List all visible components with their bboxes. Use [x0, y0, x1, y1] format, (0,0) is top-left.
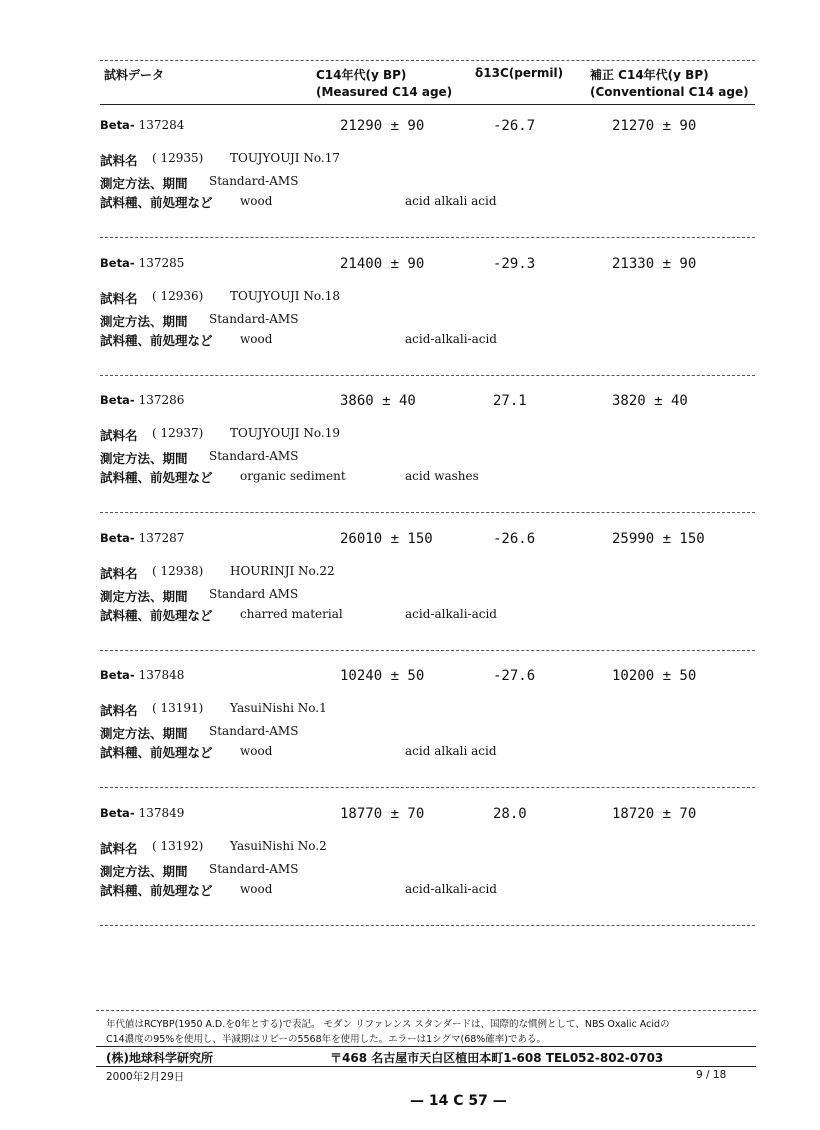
sample-name-value: HOURINJI No.22 [230, 563, 335, 578]
beta-code [100, 668, 184, 682]
method-label: 測定方法、期間 [100, 588, 188, 604]
method-value: Standard-AMS [209, 311, 299, 326]
header-delta13c: δ13C(permil) [475, 66, 564, 80]
beta-code [100, 256, 184, 270]
beta-number: 137284 [138, 118, 185, 132]
conventional-age: 25990 ± 150 [612, 530, 705, 547]
material-value: wood [240, 194, 273, 208]
method-label: 測定方法、期間 [100, 176, 188, 191]
record-separator [100, 787, 755, 788]
beta-code [100, 806, 184, 820]
sample-lab-number: ( 13191) [152, 701, 204, 716]
measured-age: 3860 ± 40 [340, 393, 416, 410]
footer-note-line2: C14濃度の95%を使用し、半減期はリビーの5568年を使用した。エラーは1シグマ(68%確率)である。 [106, 1034, 547, 1045]
delta13c-value: -26.6 [493, 530, 536, 547]
conventional-age: 21330 ± 90 [612, 255, 697, 272]
page-code: — 14 C 57 — [410, 1093, 507, 1109]
sample-name-label: 試料名 [100, 428, 138, 444]
method-value: Standard AMS [209, 586, 299, 601]
pretreatment-value: acid-alkali-acid [405, 882, 497, 896]
pretreatment-value: acid-alkali-acid [405, 606, 497, 621]
sample-name-value: TOUJYOUJI No.18 [230, 288, 340, 303]
beta-prefix: Beta- [100, 668, 135, 683]
record-separator [100, 375, 755, 376]
record-separator [100, 512, 755, 513]
measured-age: 18770 ± 70 [340, 806, 425, 822]
sample-lab-number: ( 12936) [152, 288, 204, 303]
material-label: 試料種、前処理など [100, 883, 213, 898]
delta13c-value: 27.1 [493, 393, 527, 410]
beta-number: 137286 [138, 393, 185, 408]
beta-number: 137285 [138, 255, 185, 270]
header-top-rule [100, 60, 755, 61]
sample-lab-number: ( 12938) [152, 563, 204, 578]
beta-number: 137287 [138, 530, 185, 545]
footer-mid-rule [96, 1046, 756, 1047]
beta-code [100, 393, 184, 407]
sample-lab-number: ( 12935) [152, 151, 204, 165]
footer-bottom-rule [96, 1066, 756, 1067]
sample-name-label: 試料名 [100, 703, 138, 719]
sample-name-label: 試料名 [100, 841, 138, 856]
sample-name-value: YasuiNishi No.2 [230, 839, 327, 853]
header-sample-data: 試料データ [104, 68, 165, 82]
sample-name-value: TOUJYOUJI No.19 [230, 426, 340, 441]
delta13c-value: -29.3 [493, 255, 536, 272]
delta13c-value: -27.6 [493, 668, 536, 685]
footer-top-rule [96, 1010, 756, 1011]
pretreatment-value: acid alkali acid [405, 194, 497, 208]
method-label: 測定方法、期間 [100, 451, 188, 467]
header-c14-age: C14年代(y BP) [316, 68, 407, 82]
conventional-age: 21270 ± 90 [612, 118, 697, 134]
material-value: charred material [240, 606, 343, 621]
conventional-age: 18720 ± 70 [612, 806, 697, 822]
method-value: Standard-AMS [209, 862, 299, 876]
sample-name-value: YasuiNishi No.1 [230, 701, 327, 716]
measured-age: 26010 ± 150 [340, 530, 433, 547]
material-value: wood [240, 882, 273, 896]
header-conventional-age-en: (Conventional C14 age) [590, 85, 749, 99]
measured-age: 21400 ± 90 [340, 255, 425, 272]
method-label: 測定方法、期間 [100, 726, 188, 742]
header-c14-age-en: (Measured C14 age) [316, 85, 453, 99]
footer-note-line1: 年代値はRCYBP(1950 A.D.を0年とする)で表記。 モダン リファレンス スタンダードは、国際的な慣例として、NBS Oxalic Acidの [106, 1019, 670, 1030]
material-value: wood [240, 744, 273, 759]
method-value: Standard-AMS [209, 174, 299, 188]
header-bottom-rule [100, 104, 755, 105]
beta-prefix: Beta- [100, 806, 135, 820]
record-separator [100, 650, 755, 651]
sample-name-label: 試料名 [100, 565, 138, 581]
material-label: 試料種、前処理など [100, 332, 213, 348]
pretreatment-value: acid alkali acid [405, 744, 497, 759]
material-value: wood [240, 331, 273, 346]
record-separator [100, 925, 755, 926]
beta-code [100, 118, 184, 132]
method-label: 測定方法、期間 [100, 864, 188, 879]
header-conventional-age: 補正 C14年代(y BP) [590, 68, 709, 82]
material-value: organic sediment [240, 469, 346, 484]
report-date: 2000年2月29日 [106, 1071, 185, 1083]
measured-age: 10240 ± 50 [340, 668, 425, 685]
sample-name-label: 試料名 [100, 290, 138, 306]
measured-age: 21290 ± 90 [340, 118, 425, 134]
delta13c-value: 28.0 [493, 806, 527, 822]
beta-number: 137849 [138, 806, 185, 820]
company-address: 〒468 名古屋市天白区植田本町1-608 TEL052-802-0703 [330, 1051, 664, 1065]
beta-prefix: Beta- [100, 118, 135, 132]
beta-prefix: Beta- [100, 255, 135, 270]
conventional-age: 10200 ± 50 [612, 668, 697, 685]
material-label: 試料種、前処理など [100, 470, 213, 486]
material-label: 試料種、前処理など [100, 745, 213, 761]
pretreatment-value: acid washes [405, 469, 479, 484]
sample-name-value: TOUJYOUJI No.17 [230, 151, 340, 165]
method-label: 測定方法、期間 [100, 313, 188, 329]
beta-prefix: Beta- [100, 393, 135, 408]
material-label: 試料種、前処理など [100, 195, 213, 210]
method-value: Standard-AMS [209, 449, 299, 464]
page-count: 9 / 18 [696, 1069, 727, 1081]
conventional-age: 3820 ± 40 [612, 393, 688, 410]
company-name: (株)地球科学研究所 [106, 1051, 213, 1065]
material-label: 試料種、前処理など [100, 607, 213, 623]
record-separator [100, 237, 755, 238]
sample-name-label: 試料名 [100, 153, 138, 168]
sample-lab-number: ( 13192) [152, 839, 204, 853]
pretreatment-value: acid-alkali-acid [405, 331, 497, 346]
beta-code [100, 531, 184, 545]
beta-prefix: Beta- [100, 530, 135, 545]
sample-lab-number: ( 12937) [152, 426, 204, 441]
beta-number: 137848 [138, 668, 185, 683]
delta13c-value: -26.7 [493, 118, 536, 134]
method-value: Standard-AMS [209, 724, 299, 739]
